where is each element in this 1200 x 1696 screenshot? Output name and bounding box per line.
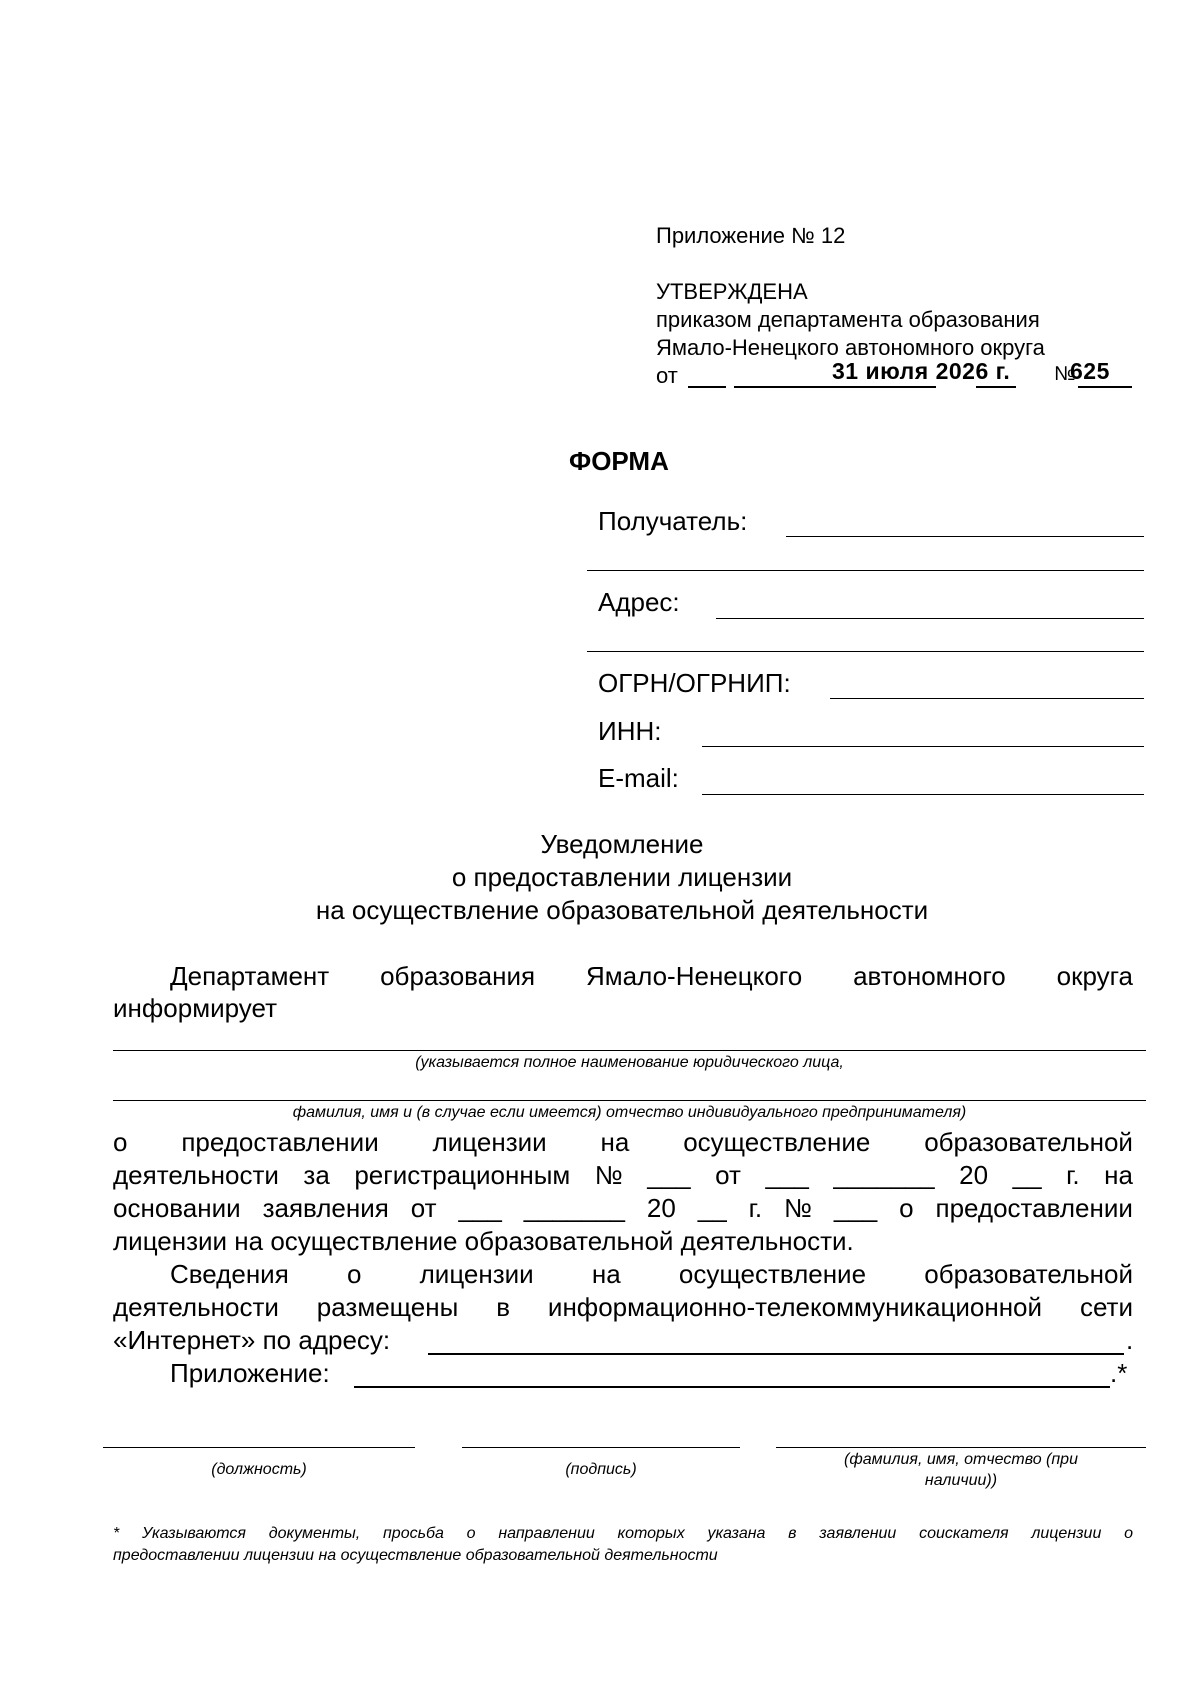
- intro-line2: информирует: [113, 993, 277, 1023]
- order-number-blank: [1078, 386, 1132, 388]
- recipient-extra-line: [587, 570, 1144, 571]
- footnote-line1: * Указываются документы, просьба о направлении которых указана в заявлении соискателя лицензии о: [113, 1525, 1134, 1542]
- address-label: Адрес:: [598, 587, 680, 617]
- notice-title: [100, 828, 1144, 927]
- p1-line4: лицензии на осуществление образовательной деятельности.: [113, 1226, 854, 1256]
- notice-title-line3: на осуществление образовательной деятельности: [315, 895, 929, 925]
- signature-caption: (подпись): [565, 1461, 637, 1478]
- signature-line: [462, 1447, 740, 1448]
- legal-entity-line: [113, 1050, 1146, 1051]
- intro-line1: Департамент образования Ямало-Ненецкого автономного округа: [170, 961, 1134, 991]
- p2-line1: Сведения о лицензии на осуществление образовательной: [170, 1259, 1133, 1289]
- order-number-sign: №: [1054, 363, 1076, 385]
- ogrn-label: ОГРН/ОГРНИП:: [598, 668, 791, 698]
- footnote-line2: предоставлении лицензии на осуществление образовательной деятельности: [113, 1547, 718, 1564]
- inn-label: ИНН:: [598, 716, 662, 746]
- email-field-line: [702, 794, 1144, 795]
- p1-line3: основании заявления от ___ _______ 20 __ г. № ___ о предоставлении: [113, 1193, 1133, 1223]
- position-line: [103, 1447, 415, 1448]
- email-label: E-mail:: [598, 763, 679, 793]
- order-day-blank: [688, 386, 726, 388]
- order-number-stamp: 625: [1070, 358, 1110, 384]
- fio-caption: (фамилия, имя, отчество (при наличии)): [844, 1451, 1078, 1489]
- p1-line2: деятельности за регистрационным № ___ от ___ _______ 20 __ г. на: [113, 1160, 1133, 1190]
- order-date-stamp: 31 июля 2026 г.: [832, 358, 1011, 384]
- internet-address-label: «Интернет» по адресу:: [113, 1325, 391, 1355]
- fio-note: фамилия, имя и (в случае если имеется) отчество индивидуального предпринимателя): [292, 1104, 967, 1121]
- order-month-blank: [734, 386, 936, 388]
- address-field-line: [716, 618, 1144, 619]
- inn-field-line: [702, 746, 1144, 747]
- attachment-label: Приложение:: [170, 1358, 330, 1388]
- form-title: ФОРМА: [569, 446, 669, 476]
- attachment-line: [354, 1386, 1110, 1388]
- fio-line: [113, 1100, 1146, 1101]
- position-caption: (должность): [211, 1461, 307, 1478]
- order-line: приказом департамента образования: [656, 307, 1040, 332]
- ogrn-field-line: [830, 698, 1144, 699]
- approved-label: УТВЕРЖДЕНА: [656, 279, 808, 304]
- fio-signature-line: [776, 1447, 1146, 1448]
- recipient-label: Получатель:: [598, 506, 748, 536]
- notice-title-line2: о предоставлении лицензии: [451, 862, 793, 892]
- legal-entity-note: (указывается полное наименование юридического лица,: [415, 1054, 844, 1071]
- appendix-number: Приложение № 12: [656, 223, 846, 248]
- recipient-field-line: [786, 536, 1144, 537]
- order-year-blank: [976, 386, 1016, 388]
- internet-address-period: .: [1126, 1325, 1134, 1355]
- p1-line1: о предоставлении лицензии на осуществление образовательной: [113, 1127, 1133, 1157]
- order-date-prefix: от: [656, 363, 678, 388]
- attachment-suffix: .*: [1110, 1358, 1128, 1388]
- address-extra-line: [587, 651, 1144, 652]
- notice-title-line1: Уведомление: [540, 829, 704, 859]
- internet-address-line: [428, 1353, 1124, 1355]
- p2-line2: деятельности размещены в информационно-телекоммуникационной сети: [113, 1292, 1133, 1322]
- region-line: Ямало-Ненецкого автономного округа: [656, 335, 1045, 360]
